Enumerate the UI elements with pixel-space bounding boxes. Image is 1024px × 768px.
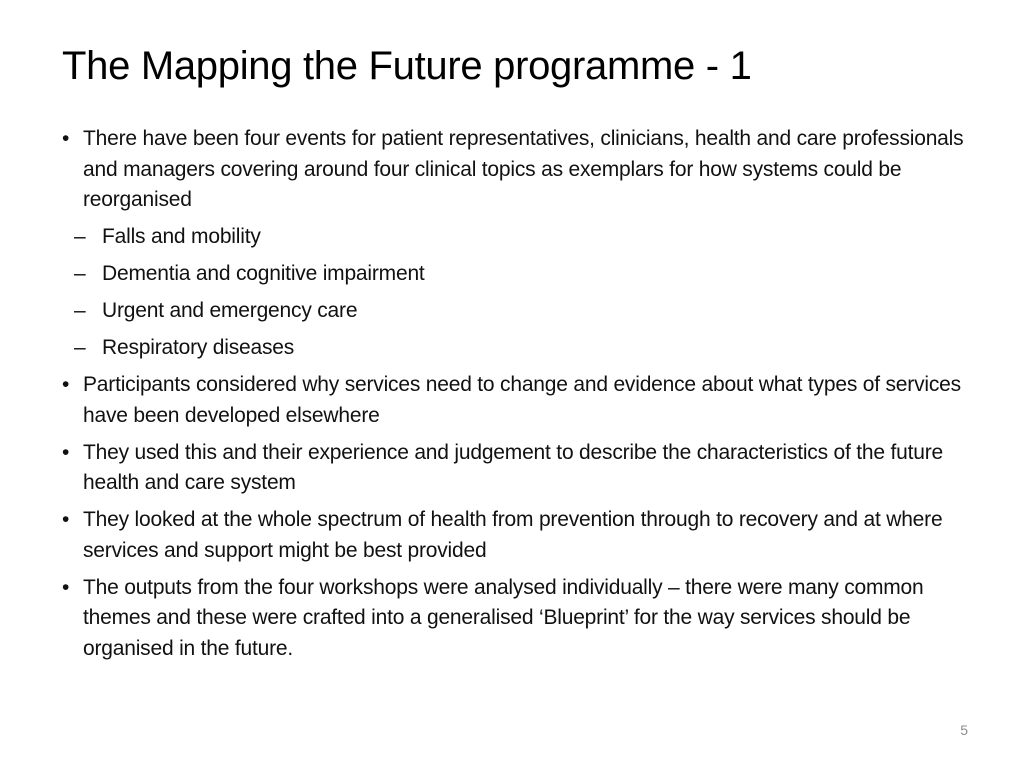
sub-bullet-item [62, 296, 974, 327]
sub-bullet-text: Dementia and cognitive impairment [102, 262, 425, 285]
sub-bullet-mark: – [74, 262, 86, 285]
sub-bullet-text: Respiratory diseases [102, 336, 295, 359]
slide-body [62, 124, 974, 671]
sub-bullet-item [62, 333, 974, 364]
sub-bullet-mark: – [74, 336, 86, 359]
bullet-mark: • [62, 508, 70, 531]
bullet-mark: • [62, 440, 70, 464]
bullet-item [62, 370, 974, 431]
bullet-item [62, 573, 974, 665]
page-number: 5 [960, 722, 968, 738]
bullet-mark: • [62, 127, 70, 150]
sub-bullet-item [62, 259, 974, 290]
sub-bullet-text: Falls and mobility [102, 225, 261, 248]
bullet-mark: • [62, 373, 70, 396]
bullet-item [62, 438, 974, 499]
bullet-text: They used this and their experience and judgement to describe the characteristics of the future health and care system [83, 440, 944, 494]
bullet-text: The outputs from the four workshops were analysed individually – there were many common themes and these were crafted into a generalised ‘Blueprint’ for the way services should be organised in the future. [83, 575, 924, 660]
bullet-text: There have been four events for patient representatives, clinicians, health and care professionals and managers covering around four clinical topics as exemplars for how systems could be reorganised [83, 127, 964, 211]
bullet-item [62, 124, 974, 216]
slide-title: The Mapping the Future programme - 1 [62, 44, 752, 88]
bullet-text: Participants considered why services need to change and evidence about what types of services have been developed elsewhere [83, 373, 961, 427]
sub-bullet-item [62, 222, 974, 253]
sub-bullet-text: Urgent and emergency care [102, 299, 358, 322]
sub-bullet-mark: – [74, 225, 86, 248]
sub-bullet-mark: – [74, 299, 86, 322]
bullet-mark: • [62, 575, 70, 599]
bullet-text: They looked at the whole spectrum of health from prevention through to recovery and at where services and support might be best provided [83, 508, 943, 562]
bullet-item [62, 505, 974, 566]
